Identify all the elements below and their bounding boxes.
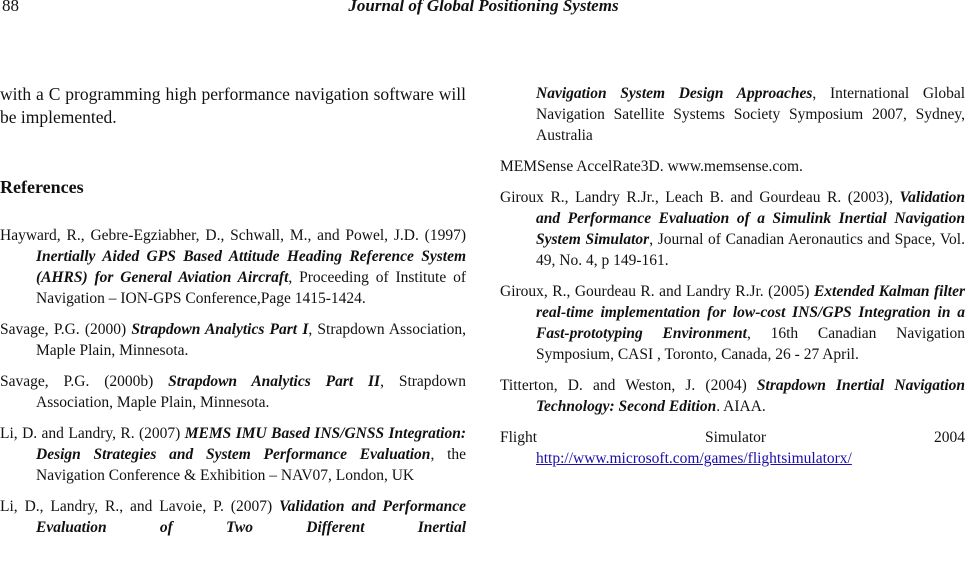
ref-title: Validation and Performance Evaluation of Two Different Inertial	[36, 498, 466, 536]
flight-simulator-link[interactable]: http://www.microsoft.com/games/flightsimulatorx/	[536, 450, 852, 467]
simulator-word: Simulator	[704, 429, 767, 446]
reference-item	[500, 156, 965, 177]
left-column	[0, 83, 466, 548]
page-header	[0, 0, 967, 22]
flight-word: Flight	[500, 429, 538, 446]
ref-title: Strapdown Analytics Part II	[168, 373, 381, 390]
ref-authors: Savage, P.G. (2000)	[0, 321, 132, 338]
ref-source: . AIAA.	[716, 398, 766, 415]
ref-authors: Li, D., Landry, R., and Lavoie, P. (2007)	[0, 498, 280, 515]
ref-authors: Hayward, R., Gebre-Egziabher, D., Schwall, M., and Powel, J.D. (1997)	[0, 227, 466, 244]
reference-list-left	[0, 225, 466, 538]
ref-authors: Titterton, D. and Weston, J. (2004)	[500, 377, 757, 394]
reference-item	[500, 187, 965, 271]
ref-authors: MEMSense AccelRate3D. www.memsense.com.	[500, 158, 803, 175]
page-number: 88	[2, 0, 19, 15]
references-heading: References	[0, 177, 84, 197]
ref-title: Strapdown Inertial Navigation Technology: Second Edition	[536, 377, 965, 415]
ref-authors: Giroux, R., Gourdeau R. and Landry R.Jr. (2005)	[500, 283, 814, 300]
reference-item	[500, 281, 965, 365]
flight-ref-line	[500, 427, 965, 448]
ref-title: Extended Kalman filter real-time implementation for low-cost INS/GPS Integration in a Fast-prototyping Environment	[536, 283, 966, 342]
ref-authors: Giroux R., Landry R.Jr., Leach B. and Gourdeau R. (2003),	[500, 189, 900, 206]
reference-item	[0, 225, 466, 309]
reference-item	[500, 375, 965, 417]
ref-title: Navigation System Design Approaches	[536, 85, 813, 102]
ref-title: Inertially Aided GPS Based Attitude Heading Reference System (AHRS) for General Aviation Aircraft	[36, 248, 466, 286]
reference-continuation	[500, 83, 965, 146]
reference-item	[0, 496, 466, 538]
intro-paragraph: with a C programming high performance navigation software will be implemented.	[0, 84, 466, 127]
ref-source: , International Global Navigation Satellite Systems Society Symposium 2007, Sydney, Australia	[536, 85, 965, 144]
ref-authors: Savage, P.G. (2000b)	[0, 373, 169, 390]
flight-year: 2004	[934, 429, 965, 446]
ref-source: , Journal of Canadian Aeronautics and Space, Vol. 49, No. 4, p 149-161.	[536, 231, 965, 269]
ref-title: MEMS IMU Based INS/GNSS Integration: Design Strategies and System Performance Evaluation	[36, 425, 467, 463]
right-column	[500, 83, 965, 469]
ref-source: , the Navigation Conference & Exhibition – NAV07, London, UK	[36, 446, 466, 484]
ref-source: , Proceeding of Institute of Navigation – ION-GPS Conference,Page 1415-1424.	[36, 269, 466, 307]
reference-item	[0, 319, 466, 361]
reference-item	[0, 423, 466, 486]
journal-title: Journal of Global Positioning Systems	[348, 0, 619, 15]
reference-item	[0, 371, 466, 413]
ref-source: , Strapdown Association, Maple Plain, Minnesota.	[36, 321, 466, 359]
ref-source: , Strapdown Association, Maple Plain, Minnesota.	[36, 373, 466, 411]
reference-item-flight-simulator	[500, 427, 965, 469]
ref-title: Validation and Performance Evaluation of a Simulink Inertial Navigation System Simulator	[536, 189, 965, 248]
ref-title: Strapdown Analytics Part I	[131, 321, 309, 338]
ref-authors: Li, D. and Landry, R. (2007)	[0, 425, 185, 442]
ref-source: , 16th Canadian Navigation Symposium, CASI , Toronto, Canada, 26 - 27 April.	[536, 325, 966, 363]
